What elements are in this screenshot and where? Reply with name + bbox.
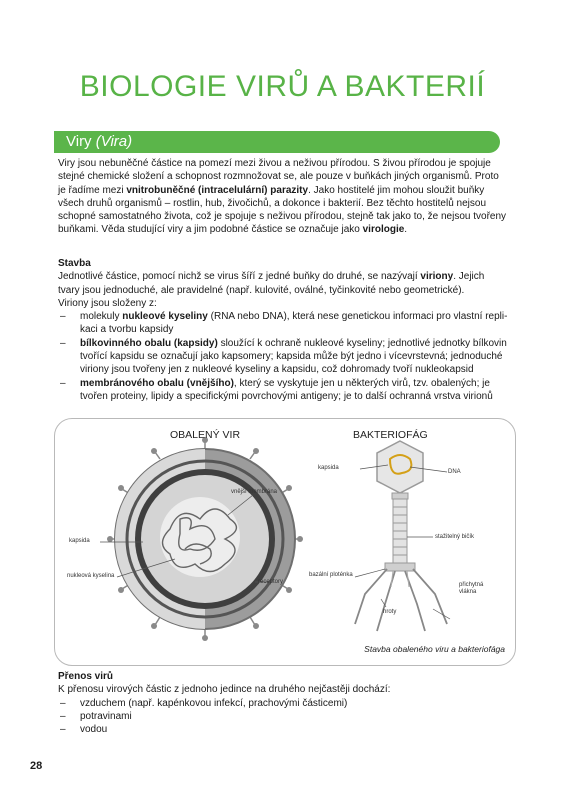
virus-figure: [54, 418, 516, 666]
label-capsid: kapsida: [69, 538, 90, 544]
bacteriophage-title: BAKTERIOFÁG: [353, 429, 428, 441]
label-spikes: hroty: [383, 609, 397, 615]
structure-paragraph: Jednotlivé částice, pomocí nichž se virus šíří z jedné buňky do druhé, se nazývají viriony. Jejich tvary jsou jednoduché, ale pravidelné (např. kulovité, oválné, tyčinkovité nebo geometrické).: [58, 271, 485, 296]
structure-section: [58, 257, 508, 403]
structure-list-intro: Viriony jsou složeny z:: [58, 297, 157, 309]
list-item: – vzduchem (např. kapénkovou infekcí, prachovými částicemi): [58, 697, 508, 710]
transmission-list: [58, 697, 508, 737]
virus-illustration: [55, 419, 515, 665]
list-item: – vodou: [58, 723, 508, 736]
section-title: Viry (Vira): [66, 133, 133, 150]
transmission-section: [58, 670, 508, 736]
page-title: BIOLOGIE VIRŮ A BAKTERIÍ: [79, 70, 486, 103]
list-item: – bílkovinného obalu (kapsidy) sloužící k ochraně nukleové kyseliny; jednotlivé jednotky bílkovin tvořící kapsidu se označují jako kapsomery; kapsida může být jedno i vícevrstevná; jednoduché viriony jsou tvořeny jen z nukleové kyseliny a kapsidu, což dohromady tvoří nukleokapsid: [58, 337, 508, 377]
label-tail: stažitelný bičík: [435, 534, 475, 540]
label-base-plate: bazální ploténka: [309, 572, 353, 578]
structure-heading: Stavba: [58, 258, 91, 269]
transmission-intro: K přenosu virových částic z jednoho jedince na druhého nejčastěji dochází:: [58, 684, 391, 696]
label-dna: DNA: [448, 469, 461, 475]
bacteriophage-graphic: [355, 441, 447, 631]
enveloped-virus-graphic: [107, 437, 303, 641]
label-nucleic-acid: nukleová kyselina: [67, 573, 115, 579]
intro-paragraph: Viry jsou nebuněčné částice na pomezí mezi živou a neživou přírodou. S živou přírodou je spojuje stejné chemické složení a schopnost rozmnožovat se, ale pouze v buňkách jiných organismů. Proto je řadíme mezi vnitrobuněčné (intracelulární) parazity. Jako hostitelé jim mohou sloužit buňky všech druhů organismů – rostlin, hub, živočichů, a dokonce i bakterií. Bez těchto hostitelů nejsou schopné samostatného života, což je spojuje s neživou přírodou, stejně tak jako to, že nejsou tvořeny buňkami. Věda studující viry a jim podobné částice se označuje jako virologie.: [58, 158, 507, 236]
page-number: 28: [30, 760, 43, 772]
enveloped-virus-title: OBALENÝ VIR: [170, 429, 241, 441]
label-receptors: receptory: [258, 579, 284, 585]
label-outer-membrane: vnější membrána: [231, 489, 278, 495]
list-item: – potravinami: [58, 710, 508, 723]
transmission-heading: Přenos virů: [58, 671, 114, 682]
list-item: – molekuly nukleové kyseliny (RNA nebo DNA), která nese genetickou informaci pro vlastní repli-kaci a tvorbu kapsidy: [58, 310, 508, 337]
structure-list: [58, 310, 508, 403]
list-item: – membránového obalu (vnějšího), který se vyskytuje jen u některých virů, tzv. obalených; je tvořen proteiny, lipidy a specifickými povrchovými antigeny; je to další ochranná vrstva virionů: [58, 377, 508, 404]
label-phage-capsid: kapsida: [318, 465, 339, 471]
label-tail-fibers: přichytná vlákna: [459, 582, 484, 595]
figure-caption: Stavba obaleného viru a bakteriofága: [364, 644, 505, 654]
section-header: [54, 131, 500, 153]
